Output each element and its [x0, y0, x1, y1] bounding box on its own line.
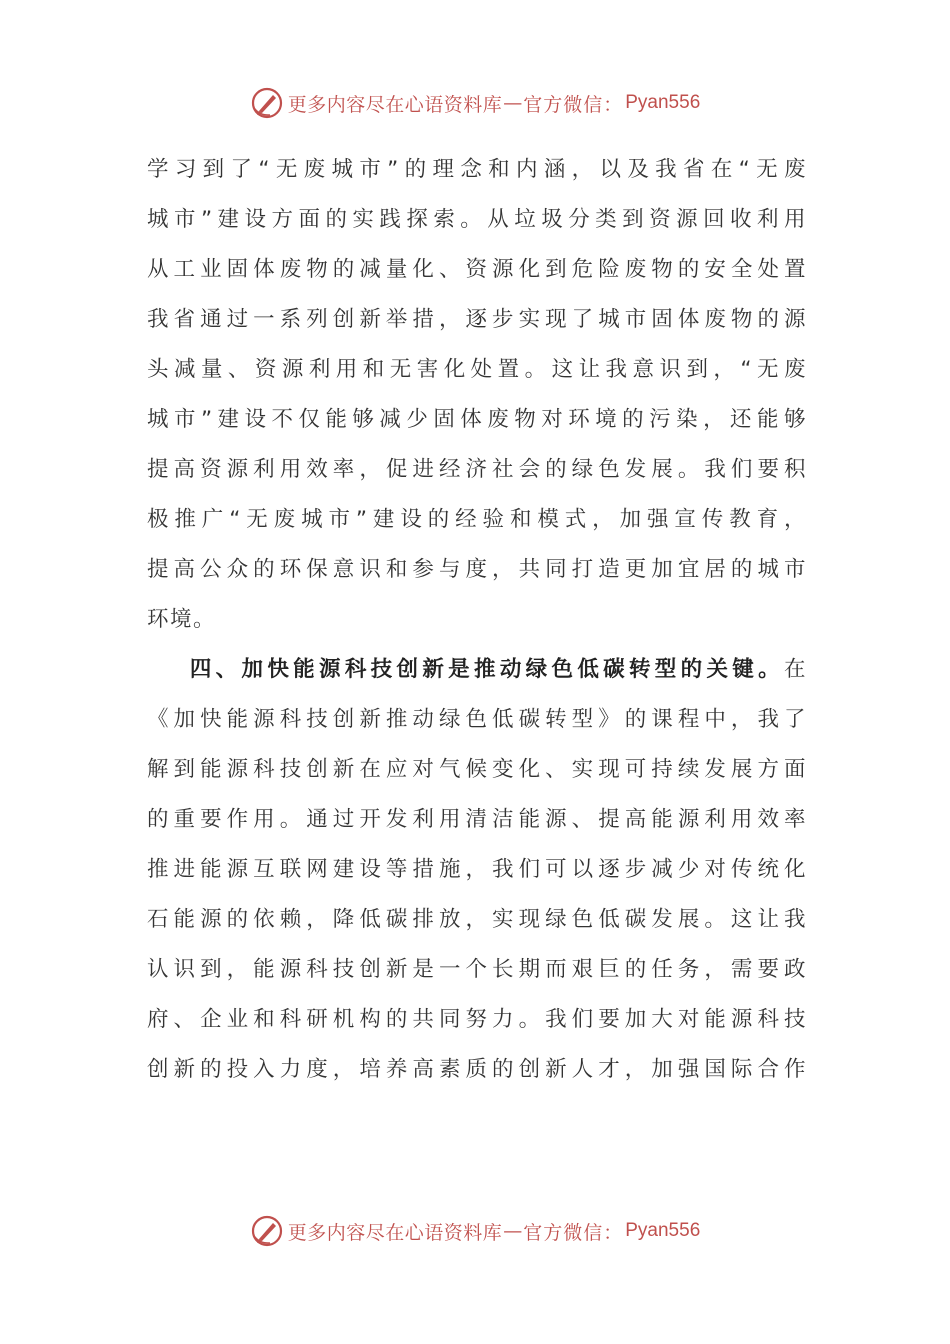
- section-heading: 四、加快能源科技创新是推动绿色低碳转型的关键。: [187, 657, 784, 682]
- paragraph-line: 的重要作用。通过开发利用清洁能源、提高能源利用效率: [147, 807, 807, 832]
- paragraph-line: 头减量、资源利用和无害化处置。这让我意识到，“无废: [147, 357, 807, 382]
- paragraph-line: 极推广“无废城市”建设的经验和模式，加强宣传教育，: [147, 507, 807, 532]
- document-body: [147, 145, 807, 1095]
- footer-banner: [0, 1211, 950, 1251]
- header-banner: [0, 83, 950, 123]
- banner-wechat-label: 官方微信：: [523, 93, 624, 116]
- paragraph-line: 《加快能源科技创新推动绿色低碳转型》的课程中，我了: [147, 707, 807, 732]
- banner-wechat-id: Pyan556: [625, 1220, 701, 1241]
- paragraph-line: 学习到了“无废城市”的理念和内涵，以及我省在“无废: [147, 157, 807, 182]
- banner-separator: —: [503, 92, 523, 114]
- paragraph-line: 解到能源科技创新在应对气候变化、实现可持续发展方面: [147, 757, 807, 782]
- paragraph-line: 认识到，能源科技创新是一个长期而艰巨的任务，需要政: [147, 957, 807, 982]
- paragraph-line: 我省通过一系列创新举措，逐步实现了城市固体废物的源: [147, 307, 807, 332]
- paragraph-line: 城市”建设不仅能够减少固体废物对环境的污染，还能够: [147, 407, 807, 432]
- paragraph-line: 提高资源利用效率，促进经济社会的绿色发展。我们要积: [147, 457, 807, 482]
- paragraph-line: 从工业固体废物的减量化、资源化到危险废物的安全处置: [147, 257, 807, 282]
- paragraph-2: [147, 645, 807, 1095]
- banner-wechat-label: 官方微信：: [523, 1221, 624, 1244]
- paragraph-1: [147, 145, 807, 645]
- paragraph-line: 推进能源互联网建设等措施，我们可以逐步减少对传统化: [147, 857, 807, 882]
- paragraph-line: 城市”建设方面的实践探索。从垃圾分类到资源回收利用: [147, 207, 807, 232]
- heading-tail: 在: [783, 657, 807, 682]
- paragraph-line: 府、企业和科研机构的共同努力。我们要加大对能源科技: [147, 1007, 807, 1032]
- paragraph-line: 提高公众的环保意识和参与度，共同打造更加宜居的城市: [147, 557, 807, 582]
- banner-site-text: 更多内容尽在心语资料库: [287, 1221, 503, 1244]
- pen-logo-icon: [250, 86, 284, 120]
- paragraph-line: 环境。: [147, 607, 217, 632]
- paragraph-line: 石能源的依赖，降低碳排放，实现绿色低碳发展。这让我: [147, 907, 807, 932]
- pen-logo-icon: [250, 1214, 284, 1248]
- paragraph-first-line: [147, 645, 807, 695]
- paragraph-line: 创新的投入力度，培养高素质的创新人才，加强国际合作: [147, 1057, 807, 1082]
- banner-separator: —: [503, 1220, 523, 1242]
- banner-site-text: 更多内容尽在心语资料库: [287, 93, 503, 116]
- banner-wechat-id: Pyan556: [625, 92, 701, 113]
